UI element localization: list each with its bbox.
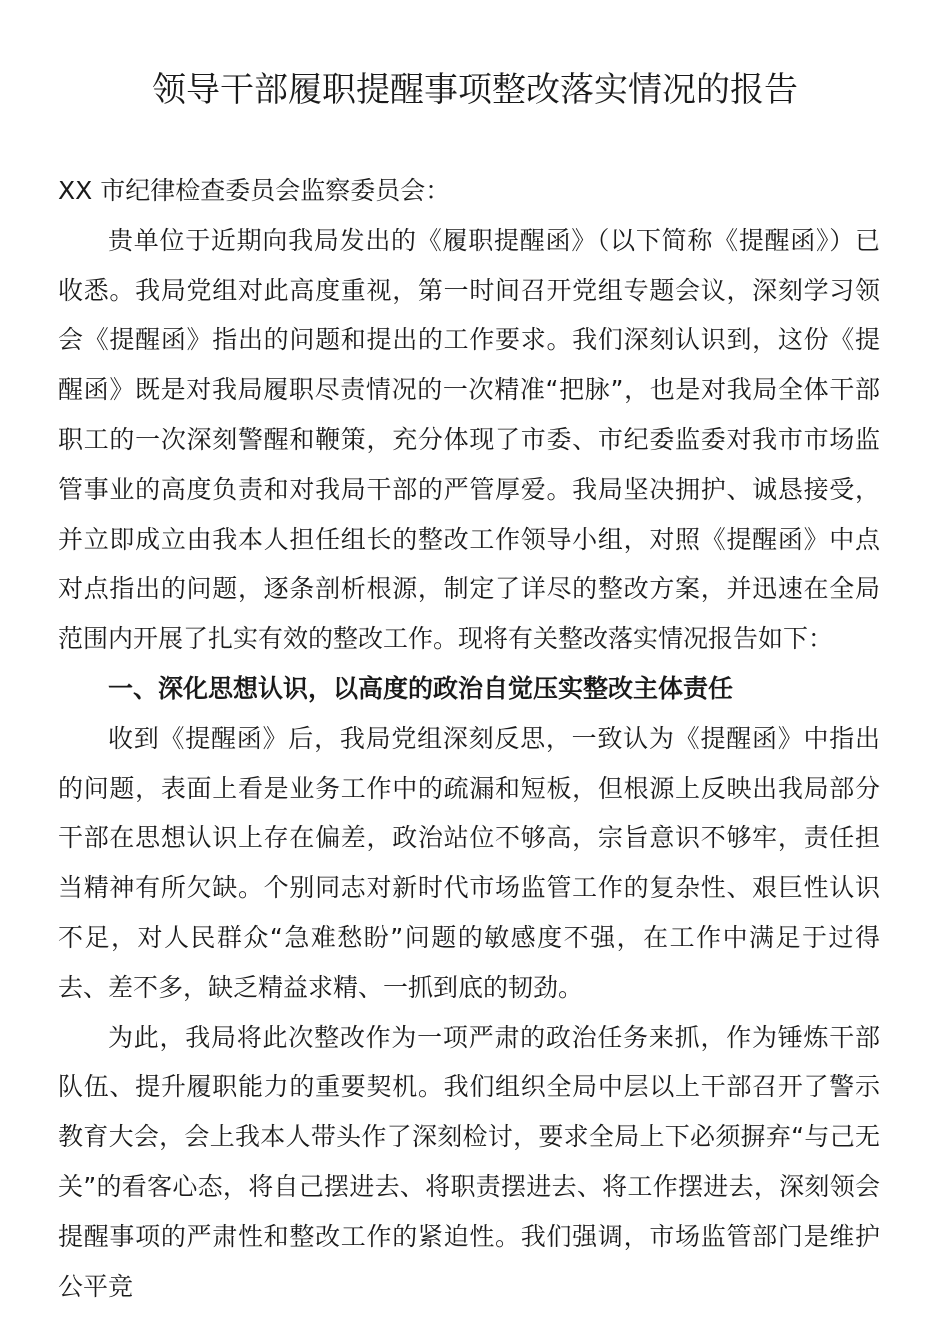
document-title: 领导干部履职提醒事项整改落实情况的报告 [152, 70, 798, 110]
document-body [58, 166, 880, 1311]
salutation: XX 市纪律检查委员会监察委员会： [58, 176, 451, 205]
paragraph-reflection: 收到《提醒函》后，我局党组深刻反思，一致认为《提醒函》中指出的问题，表面上看是业务工作中的疏漏和短板，但根源上反映出我局部分干部在思想认识上存在偏差，政治站位不够高，宗旨意识不够牢，责任担当精神有所欠缺。个别同志对新时代市场监管工作的复杂性、艰巨性认识不足，对人民群众“急难愁盼”问题的敏感度不强，在工作中满足于过得去、差不多，缺乏精益求精、一抓到底的韧劲。 [58, 723, 880, 1002]
paragraph-measures: 为此，我局将此次整改作为一项严肃的政治任务来抓，作为锤炼干部队伍、提升履职能力的重要契机。我们组织全局中层以上干部召开了警示教育大会，会上我本人带头作了深刻检讨，要求全局上下必须摒弃“与己无关”的看客心态，将自己摆进去、将职责摆进去、将工作摆进去，深刻领会提醒事项的严肃性和整改工作的紧迫性。我们强调，市场监管部门是维护公平竞 [58, 1022, 880, 1301]
section-heading: 一、深化思想认识，以高度的政治自觉压实整改主体责任 [108, 673, 734, 703]
paragraph-intro: 贵单位于近期向我局发出的《履职提醒函》（以下简称《提醒函》）已收悉。我局党组对此高度重视，第一时间召开党组专题会议，深刻学习领会《提醒函》指出的问题和提出的工作要求。我们深刻认识到，这份《提醒函》既是对我局履职尽责情况的一次精准“把脉”，也是对我局全体干部职工的一次深刻警醒和鞭策，充分体现了市委、市纪委监委对我市市场监管事业的高度负责和对我局干部的严管厚爱。我局坚决拥护、诚恳接受，并立即成立由我本人担任组长的整改工作领导小组，对照《提醒函》中点对点指出的问题，逐条剖析根源，制定了详尽的整改方案，并迅速在全局范围内开展了扎实有效的整改工作。现将有关整改落实情况报告如下： [58, 225, 880, 654]
